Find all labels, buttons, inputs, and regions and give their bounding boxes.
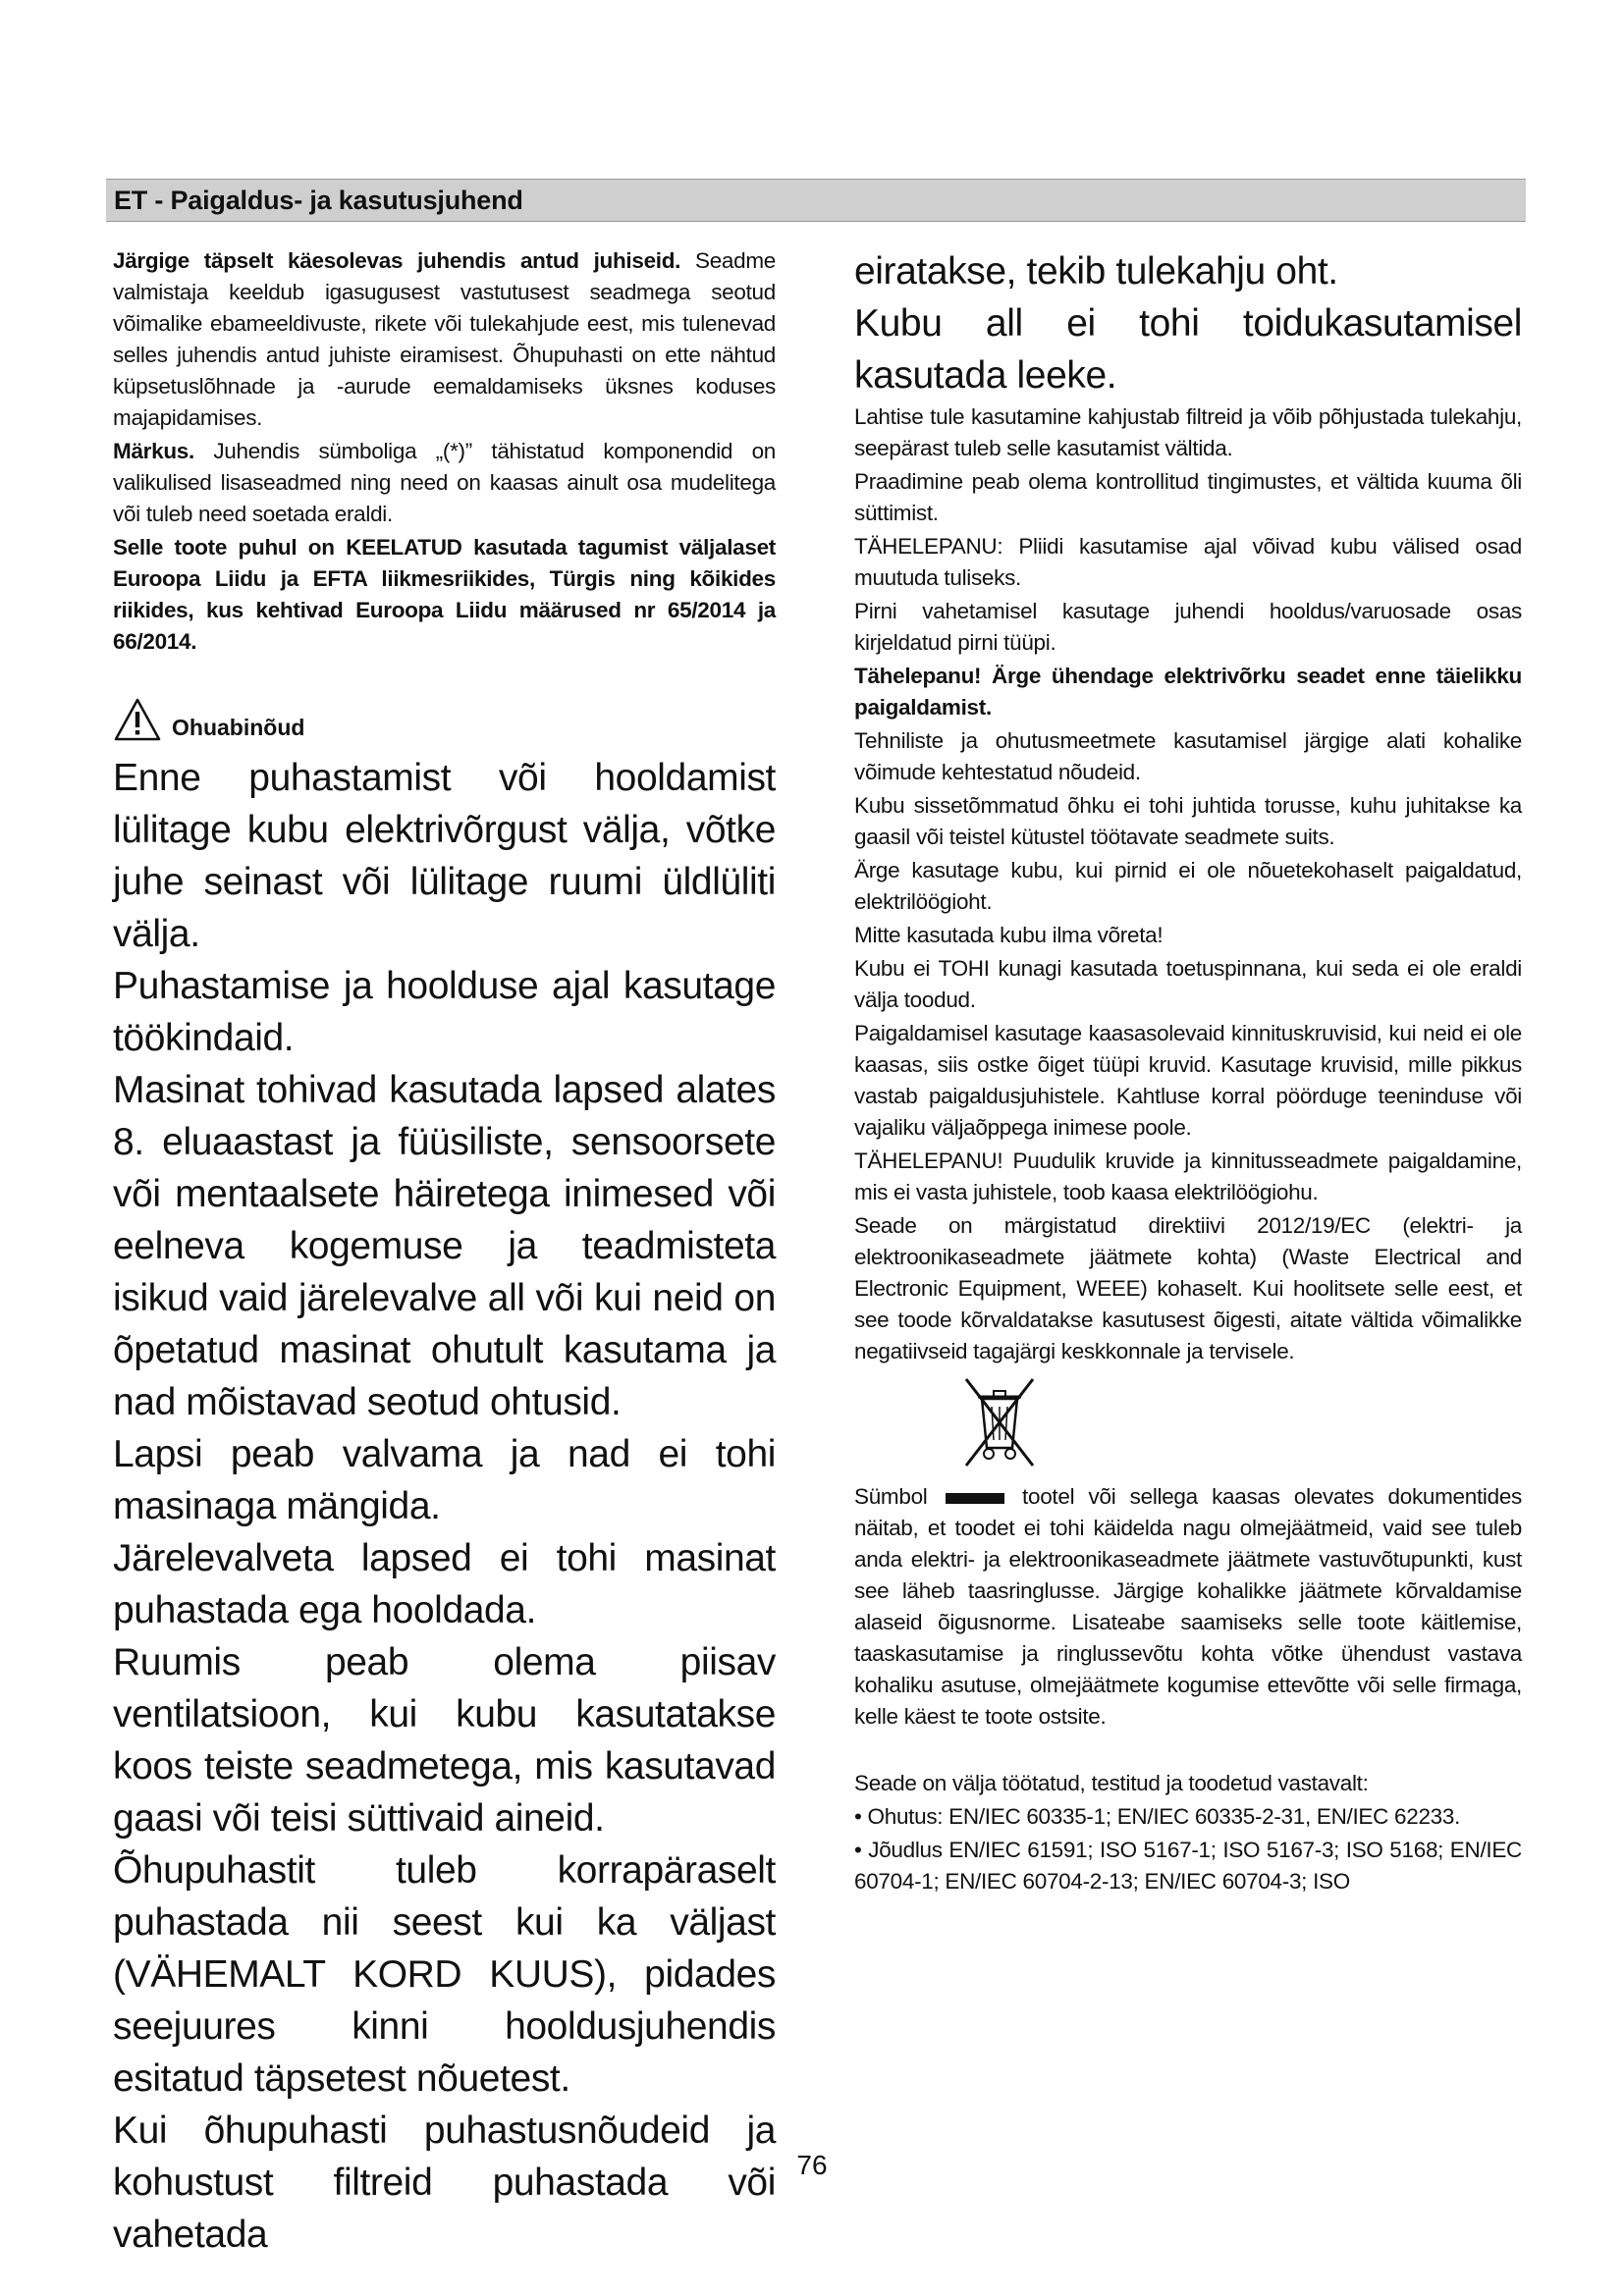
instruction-paragraph: TÄHELEPANU: Pliidi kasutamise ajal võivad kubu välised osad muutuda tuliseks. <box>854 534 1522 590</box>
instruction-paragraph: Paigaldamisel kasutage kaasasolevaid kinnituskruvisid, kui neid ei ole kaasas, siis ostke õiget tüüpi kruvid. Kasutage kruvisid, mille pikkus vastab paigaldusjuhistele. Kahtluse korral pöörduge teeninduse või vajaliku väljaõppega inimese poole. <box>854 1021 1522 1140</box>
crossed-bin-icon <box>962 1375 1037 1473</box>
left-column <box>113 245 776 2261</box>
warning-triangle-icon <box>113 697 162 742</box>
safety-paragraph: Õhupuhastit tuleb korrapäraselt puhastada nii seest kui ka väljast (VÄHEMALT KORD KUUS), pidades seejuures kinni hooldusjuhendis esitatud täpsetest nõuetest. <box>113 1849 776 2100</box>
note-paragraph <box>113 436 776 530</box>
instruction-paragraph: TÄHELEPANU! Puudulik kruvide ja kinnitusseadmete paigaldamine, mis ei vasta juhistele, toob kaasa elektrilöögiohu. <box>854 1148 1522 1204</box>
note-text: Juhendis sümboliga „(*)” tähistatud komponendid on valikulised lisaseadmed ning need on kaasas ainult osa mudelitega või tuleb need soetada eraldi. <box>113 439 776 526</box>
intro-bold: Järgige täpselt käesolevas juhendis antud juhiseid. <box>113 248 681 273</box>
instruction-paragraph: Kubu sissetõmmatud õhku ei tohi juhtida torusse, kuhu juhitakse ka gaasil või teistel kütustel töötavate seadmete suits. <box>854 793 1522 849</box>
section-title: ET - Paigaldus- ja kasutusjuhend <box>114 186 523 215</box>
instruction-paragraph: Tehniliste ja ohutusmeetmete kasutamisel järgige alati kohalike võimude kehtestatud nõudeid. <box>854 728 1522 784</box>
instruction-paragraph: Praadimine peab olema kontrollitud tingimustes, et vältida kuuma õli süttimist. <box>854 469 1522 525</box>
ban-paragraph: Selle toote puhul on KEELATUD kasutada tagumist väljalaset Euroopa Liidu ja EFTA liikmesriikides, Türgis ning kõikides riikides, kus kehtivad Euroopa Liidu määrused nr 65/2014 ja 66/2014. <box>113 535 776 654</box>
safety-paragraph: Puhastamise ja hoolduse ajal kasutage töökindaid. <box>113 965 776 1059</box>
safety-paragraph: Masinat tohivad kasutada lapsed alates 8. eluaastast ja füüsiliste, sensoorsete või mentaalsete häiretega inimesed või eelneva kogemuse ja teadmisteta isikud vaid järelevalve all või kui neid on õpetatud masinat ohutult kasutama ja nad mõistavad seotud ohtusid. <box>113 1069 776 1423</box>
instruction-paragraph: Mitte kasutada kubu ilma võreta! <box>854 923 1164 947</box>
bar-symbol-icon <box>946 1493 1004 1504</box>
safety-paragraph: Enne puhastamist või hooldamist lülitage kubu elektrivõrgust välja, võtke juhe seinast või lülitage ruumi üldlüliti välja. <box>113 757 776 955</box>
instruction-paragraph: Ärge kasutage kubu, kui pirnid ei ole nõuetekohaselt paigaldatud, elektrilöögioht. <box>854 858 1522 914</box>
instruction-paragraph: Pirni vahetamisel kasutage juhendi hooldus/varuosade osas kirjeldatud pirni tüüpi. <box>854 599 1522 655</box>
intro-text: Seadme valmistaja keeldub igasugusest vastutusest seadmega seotud võimalike ebameeldivuste, rikete või tulekahjude eest, mis tulenevad selles juhendis antud juhiste eiramisest. Õhupuhasti on ette nähtud küpsetuslõhnade ja -aurude eemaldamiseks üksnes koduses majapidamises. <box>113 248 777 430</box>
warning-label: Ohuabinõud <box>172 715 305 740</box>
symbol-text: tootel või sellega kaasas olevates dokumentides näitab, et toodet ei tohi käidelda nagu olmejäätmeid, vaid see tuleb anda elektri- ja elektroonikaseadmete jäätmete vastuvõtupunkti, kust see läheb taasringlusse. Järgige kohalikke jäätmete kõrvaldamise alaseid õigusnorme. Lisateabe saamiseks selle toote käitlemise, taaskasutamise ja ringlussevõtu kohta võtke ühendust vastava kohaliku asutuse, olmejäätmete kogumise ettevõtte või selle firmaga, kelle käest te toote ostsite. <box>854 1484 1523 1729</box>
intro-paragraph <box>113 245 776 434</box>
safety-paragraph: Järelevalveta lapsed ei tohi masinat puhastada ega hooldada. <box>113 1537 776 1631</box>
instruction-paragraph-bold: Tähelepanu! Ärge ühendage elektrivõrku seadet enne täielikku paigaldamist. <box>854 664 1522 720</box>
symbol-word: Sümbol <box>854 1484 928 1509</box>
standard-item: • Ohutus: EN/IEC 60335-1; EN/IEC 60335-2-31, EN/IEC 62233. <box>854 1804 1461 1829</box>
standards-intro: Seade on välja töötatud, testitud ja toodetud vastavalt: <box>854 1771 1369 1795</box>
warning-heading <box>113 695 776 742</box>
page-number: 76 <box>796 2150 828 2180</box>
safety-paragraph: Lapsi peab valvama ja nad ei tohi masinaga mängida. <box>113 1433 776 1527</box>
weee-symbol-area <box>854 1371 1522 1481</box>
standard-item: • Jõudlus EN/IEC 61591; ISO 5167-1; ISO 5167-3; ISO 5168; EN/IEC 60704-1; EN/IEC 60704-2-13; EN/IEC 60704-3; ISO <box>854 1838 1522 1894</box>
safety-paragraph: Kui õhupuhasti puhastusnõudeid ja kohustust filtreid puhastada või vahetada <box>113 2109 776 2256</box>
safety-paragraph: eiratakse, tekib tulekahju oht. <box>854 250 1338 293</box>
section-header-bar <box>106 179 1526 222</box>
symbol-paragraph <box>854 1481 1522 1733</box>
weee-paragraph: Seade on märgistatud direktiivi 2012/19/EC (elektri- ja elektroonikaseadmete jäätmete kohta) (Waste Electrical and Electronic Equipment, WEEE) kohaselt. Kui hoolitsete selle eest, et see toode kõrvaldatakse kasutusest õigesti, aitate vältida võimalikke negatiivseid tagajärgi keskkonnale ja tervisele. <box>854 1213 1522 1363</box>
instruction-paragraph: Kubu ei TOHI kunagi kasutada toetuspinnana, kui seda ei ole eraldi välja toodud. <box>854 956 1522 1012</box>
spacer <box>854 1733 1522 1768</box>
instruction-paragraph: Lahtise tule kasutamine kahjustab filtreid ja võib põhjustada tulekahju, seepärast tuleb selle kasutamist vältida. <box>854 404 1522 460</box>
safety-paragraph: Ruumis peab olema piisav ventilatsioon, kui kubu kasutatakse koos teiste seadmetega, mis kasutavad gaasi või teisi süttivaid aineid. <box>113 1641 776 1840</box>
safety-paragraph: Kubu all ei tohi toidukasutamisel kasutada leeke. <box>854 302 1522 397</box>
note-label: Märkus. <box>113 439 194 463</box>
right-column <box>854 245 1522 1897</box>
